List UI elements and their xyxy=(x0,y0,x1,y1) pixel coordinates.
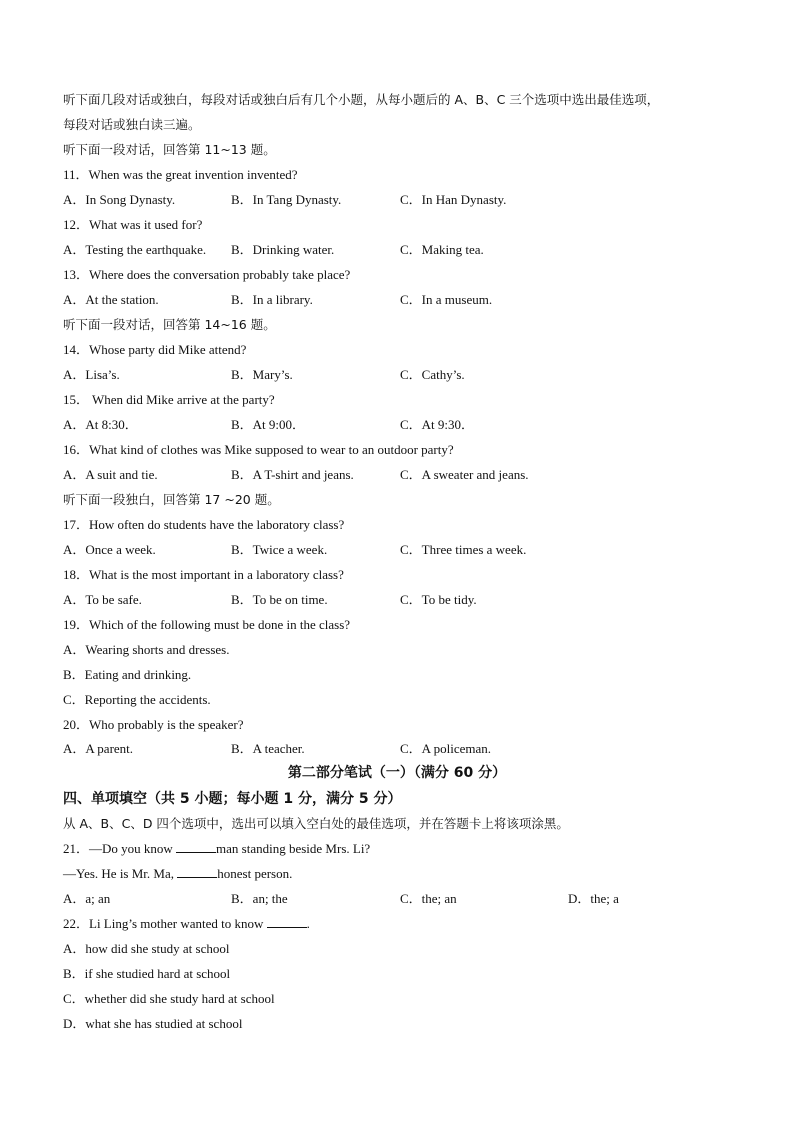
q18-option-b: B．To be on time. xyxy=(231,592,328,607)
q16-option-b: B．A T-shirt and jeans. xyxy=(231,467,354,482)
q22-stem-end: . xyxy=(306,916,310,931)
q20-option-b: B．A teacher. xyxy=(231,741,305,756)
question-11: 11．When was the great invention invented? xyxy=(63,167,298,182)
question-21-line-2 xyxy=(63,864,292,884)
q21-text-c: —Yes. He is Mr. Ma, xyxy=(63,866,178,881)
q22-option-c: C．whether did she study hard at school xyxy=(63,991,275,1006)
q19-option-b: B．Eating and drinking. xyxy=(63,667,192,682)
q22-stem: 22．Li Ling’s mother wanted to know xyxy=(63,916,267,931)
q12-option-a: A．Testing the earthquake. xyxy=(63,242,207,257)
q15-option-a: A．At 8:30． xyxy=(63,417,138,432)
question-15: 15． When did Mike arrive at the party? xyxy=(63,392,275,407)
q19-option-a: A．Wearing shorts and dresses. xyxy=(63,642,230,657)
q18-option-a: A．To be safe. xyxy=(63,592,142,607)
question-21-line-1 xyxy=(63,839,370,859)
q13-option-a: A．At the station. xyxy=(63,292,159,307)
q13-option-c: C．In a museum. xyxy=(400,292,493,307)
q22-blank xyxy=(267,915,307,928)
q17-option-a: A．Once a week. xyxy=(63,542,156,557)
q20-option-c: C．A policeman. xyxy=(400,741,491,756)
intro-line-1: 听下面几段对话或独白，每段对话或独白后有几个小题，从每小题后的 A、B、C 三个选项中选出最佳选项， xyxy=(63,92,660,107)
q22-option-d: D．what she has studied at school xyxy=(63,1016,243,1031)
q15-option-b: B．At 9:00． xyxy=(231,417,306,432)
q11-option-b: B．In Tang Dynasty. xyxy=(231,192,342,207)
q11-option-c: C．In Han Dynasty. xyxy=(400,192,507,207)
q18-option-c: C．To be tidy. xyxy=(400,592,477,607)
question-17: 17．How often do students have the laboratory class? xyxy=(63,517,345,532)
question-18: 18．What is the most important in a laboratory class? xyxy=(63,567,344,582)
q16-option-c: C．A sweater and jeans. xyxy=(400,467,529,482)
question-13: 13．Where does the conversation probably take place? xyxy=(63,267,351,282)
q21-option-c: C．the; an xyxy=(400,891,457,906)
question-14: 14．Whose party did Mike attend? xyxy=(63,342,247,357)
question-16: 16．What kind of clothes was Mike supposed to wear to an outdoor party? xyxy=(63,442,454,457)
q21-option-d: D．the; a xyxy=(568,891,619,906)
question-22 xyxy=(63,914,310,934)
q21-option-b: B．an; the xyxy=(231,891,288,906)
part2-heading: 四、单项填空（共 5 小题；每小题 1 分，满分 5 分） xyxy=(63,791,402,807)
q14-option-c: C．Cathy’s. xyxy=(400,367,465,382)
q21-text-d: honest person. xyxy=(217,866,293,881)
section-heading-1: 听下面一段对话，回答第 11~13 题。 xyxy=(63,142,276,157)
q21-blank-2 xyxy=(177,865,217,878)
q21-option-a: A．a; an xyxy=(63,891,111,906)
section-heading-2: 听下面一段对话，回答第 14~16 题。 xyxy=(63,317,276,332)
q21-text-a: 21．—Do you know xyxy=(63,841,177,856)
q15-option-c: C．At 9:30． xyxy=(400,417,475,432)
q16-option-a: A．A suit and tie. xyxy=(63,467,158,482)
part2-title: 第二部分笔试（一）（满分 60 分） xyxy=(287,765,507,781)
q14-option-a: A．Lisa’s. xyxy=(63,367,120,382)
q12-option-b: B．Drinking water. xyxy=(231,242,335,257)
q11-option-a: A．In Song Dynasty. xyxy=(63,192,176,207)
question-20: 20．Who probably is the speaker? xyxy=(63,717,244,732)
question-12: 12．What was it used for? xyxy=(63,217,203,232)
q20-option-a: A．A parent. xyxy=(63,741,134,756)
intro-line-2: 每段对话或独白读三遍。 xyxy=(63,117,201,132)
q22-option-b: B．if she studied hard at school xyxy=(63,966,231,981)
part2-instruction: 从 A、B、C、D 四个选项中，选出可以填入空白处的最佳选项，并在答题卡上将该项涂黑。 xyxy=(63,816,569,831)
q22-option-a: A．how did she study at school xyxy=(63,941,230,956)
q21-blank-1 xyxy=(176,840,216,853)
q17-option-c: C．Three times a week. xyxy=(400,542,527,557)
q17-option-b: B．Twice a week. xyxy=(231,542,328,557)
q13-option-b: B．In a library. xyxy=(231,292,313,307)
q21-text-b: man standing beside Mrs. Li? xyxy=(216,841,371,856)
question-19: 19．Which of the following must be done in the class? xyxy=(63,617,351,632)
q19-option-c: C．Reporting the accidents. xyxy=(63,692,211,707)
section-heading-3: 听下面一段独白，回答第 17 ~20 题。 xyxy=(63,492,280,507)
q12-option-c: C．Making tea. xyxy=(400,242,484,257)
q14-option-b: B．Mary’s. xyxy=(231,367,293,382)
